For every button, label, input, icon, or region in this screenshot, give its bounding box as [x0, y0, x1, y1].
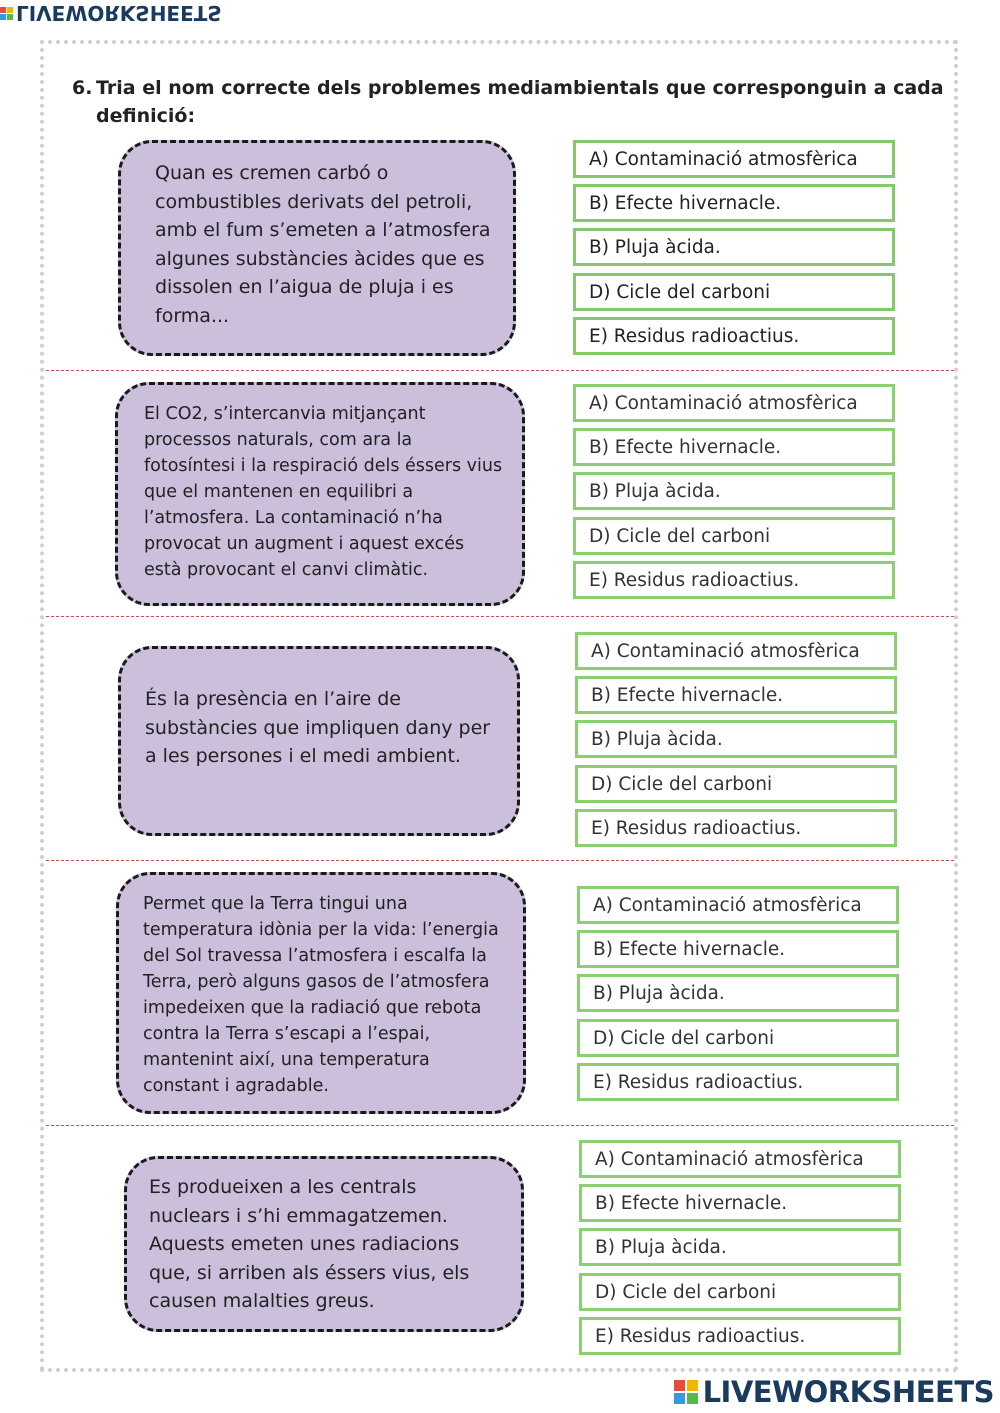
option-label: B) Efecte hivernacle. [591, 684, 784, 706]
option-label: A) Contaminació atmosfèrica [591, 640, 860, 662]
section-divider [46, 1125, 954, 1126]
option-label: B) Efecte hivernacle. [589, 436, 782, 458]
option-label: E) Residus radioactius. [593, 1071, 804, 1093]
logo-squares-icon [0, 7, 13, 20]
option-pluja-acida[interactable] [573, 472, 895, 510]
option-label: E) Residus radioactius. [589, 325, 800, 347]
option-efecte-hivernacle[interactable] [577, 930, 899, 968]
option-label: B) Efecte hivernacle. [593, 938, 786, 960]
section-divider [46, 860, 954, 861]
option-efecte-hivernacle[interactable] [573, 428, 895, 466]
option-label: B) Pluja àcida. [589, 236, 721, 258]
option-contaminacio[interactable] [573, 140, 895, 178]
option-efecte-hivernacle[interactable] [579, 1184, 901, 1222]
logo-text: LIVEWORKSHEETS [16, 1, 222, 25]
option-contaminacio[interactable] [573, 384, 895, 422]
option-residus-radioactius[interactable] [575, 809, 897, 847]
section-divider [46, 616, 954, 617]
logo-squares-icon [674, 1380, 698, 1404]
option-label: B) Pluja àcida. [591, 728, 723, 750]
definition-text: És la presència en l’aire de substàncies que impliquen dany per a les persones i el medi ambient. [145, 688, 491, 767]
option-residus-radioactius[interactable] [579, 1317, 901, 1355]
option-label: B) Pluja àcida. [593, 982, 725, 1004]
section-divider [46, 370, 954, 371]
option-pluja-acida[interactable] [575, 720, 897, 758]
logo-text: LIVEWORKSHEETS [702, 1375, 994, 1409]
option-label: B) Pluja àcida. [595, 1236, 727, 1258]
option-residus-radioactius[interactable] [577, 1063, 899, 1101]
definition-text: Permet que la Terra tingui una temperatura idònia per la vida: l’energia del Sol travessa l’atmosfera i escalfa la Terra, però alguns gasos de l’atmosfera impedeixen que la radiació que rebota contra la Terra s’escapi a l’espai, mantenint així, una temperatura constant i agradable. [143, 894, 499, 1096]
liveworksheets-logo-top [0, 0, 230, 26]
option-pluja-acida[interactable] [573, 228, 895, 266]
definition-box-4 [116, 872, 526, 1114]
option-label: E) Residus radioactius. [591, 817, 802, 839]
option-contaminacio[interactable] [579, 1140, 901, 1178]
definition-box-3 [118, 646, 520, 836]
option-contaminacio[interactable] [577, 886, 899, 924]
option-label: B) Efecte hivernacle. [595, 1192, 788, 1214]
option-label: A) Contaminació atmosfèrica [589, 148, 858, 170]
option-label: E) Residus radioactius. [595, 1325, 806, 1347]
liveworksheets-logo-bottom [674, 1375, 994, 1409]
option-efecte-hivernacle[interactable] [573, 184, 895, 222]
option-pluja-acida[interactable] [579, 1228, 901, 1266]
definition-text: Es produeixen a les centrals nuclears i s’hi emmagatzemen. Aquests emeten unes radiacions que, si arriben als éssers vius, els causen malalties greus. [149, 1176, 470, 1312]
option-label: A) Contaminació atmosfèrica [589, 392, 858, 414]
definition-box-2 [115, 382, 525, 606]
question [72, 74, 952, 130]
option-cicle-carboni[interactable] [579, 1273, 901, 1311]
option-cicle-carboni[interactable] [577, 1019, 899, 1057]
option-label: B) Pluja àcida. [589, 480, 721, 502]
option-contaminacio[interactable] [575, 632, 897, 670]
option-efecte-hivernacle[interactable] [575, 676, 897, 714]
definition-text: Quan es cremen carbó o combustibles derivats del petroli, amb el fum s’emeten a l’atmosfera algunes substàncies àcides que es dissolen en l’aigua de pluja i es forma... [155, 162, 491, 327]
option-residus-radioactius[interactable] [573, 317, 895, 355]
definition-text: El CO2, s’intercanvia mitjançant processos naturals, com ara la fotosíntesi i la respiració dels éssers vius que el mantenen en equilibri a l’atmosfera. La contaminació n’ha provocat un augment i aquest excés està provocant el canvi climàtic. [144, 404, 503, 580]
option-cicle-carboni[interactable] [575, 765, 897, 803]
option-cicle-carboni[interactable] [573, 517, 895, 555]
option-label: A) Contaminació atmosfèrica [595, 1148, 864, 1170]
option-label: D) Cicle del carboni [591, 773, 773, 795]
option-label: E) Residus radioactius. [589, 569, 800, 591]
option-residus-radioactius[interactable] [573, 561, 895, 599]
option-pluja-acida[interactable] [577, 974, 899, 1012]
question-text: Tria el nom correcte dels problemes mediambientals que corresponguin a cada definició: [96, 77, 944, 127]
option-label: D) Cicle del carboni [589, 525, 771, 547]
option-cicle-carboni[interactable] [573, 273, 895, 311]
definition-box-5 [124, 1156, 524, 1332]
option-label: A) Contaminació atmosfèrica [593, 894, 862, 916]
option-label: B) Efecte hivernacle. [589, 192, 782, 214]
option-label: D) Cicle del carboni [595, 1281, 777, 1303]
option-label: D) Cicle del carboni [589, 281, 771, 303]
definition-box-1 [118, 140, 516, 356]
question-number: 6. [72, 77, 93, 99]
option-label: D) Cicle del carboni [593, 1027, 775, 1049]
